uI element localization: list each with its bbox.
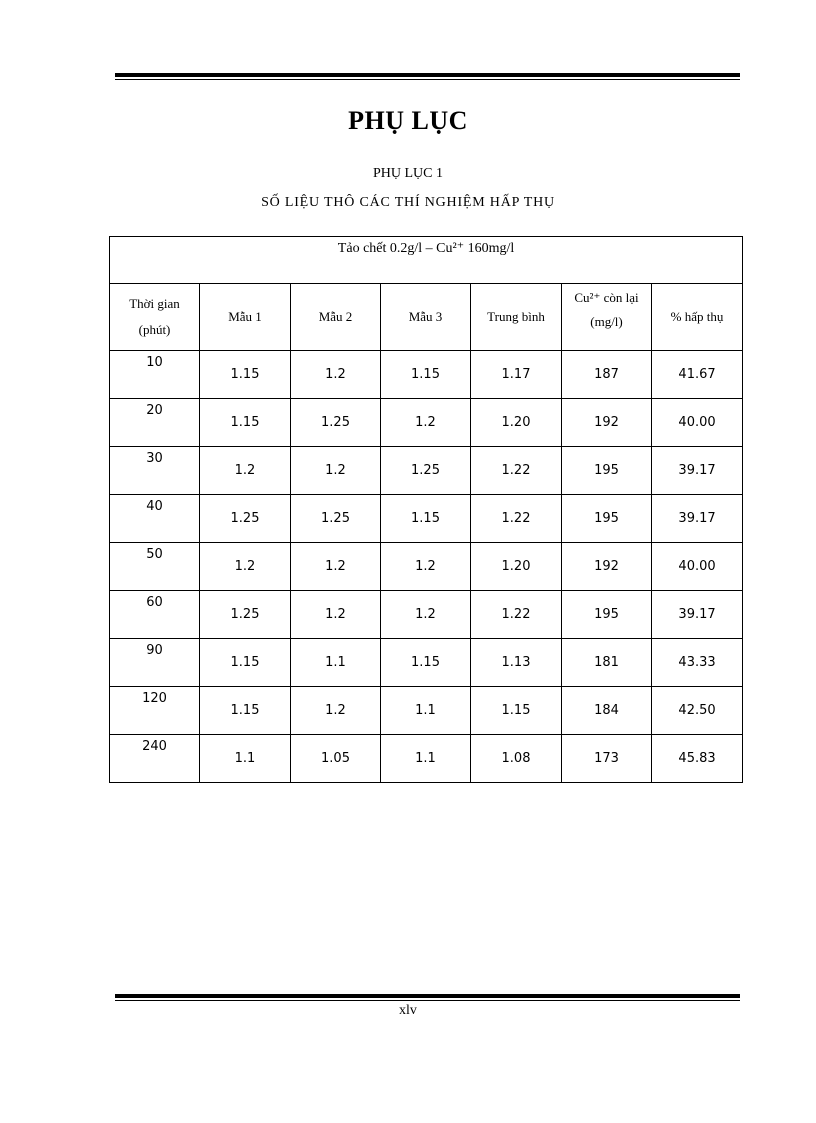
cell-sample1: 1.25 [200, 495, 291, 543]
header-time-line1: Thời gian [129, 296, 180, 311]
cell-time: 90 [110, 639, 200, 687]
cell-time: 30 [110, 447, 200, 495]
cell-sample3: 1.2 [381, 543, 471, 591]
cell-time: 10 [110, 351, 200, 399]
header-remaining-line2: (mg/l) [590, 314, 623, 329]
cell-remaining: 195 [562, 447, 652, 495]
table-caption-row [110, 237, 743, 284]
cell-average: 1.22 [471, 495, 562, 543]
cell-sample3: 1.2 [381, 591, 471, 639]
cell-time: 20 [110, 399, 200, 447]
cell-absorption: 45.83 [652, 735, 743, 783]
cell-absorption: 41.67 [652, 351, 743, 399]
cell-sample1: 1.25 [200, 591, 291, 639]
cell-time: 60 [110, 591, 200, 639]
cell-average: 1.17 [471, 351, 562, 399]
cell-sample3: 1.15 [381, 639, 471, 687]
page-title: PHỤ LỤC [348, 106, 468, 135]
cell-time: 240 [110, 735, 200, 783]
header-rule-thick [115, 73, 740, 77]
cell-average: 1.20 [471, 399, 562, 447]
cell-average: 1.13 [471, 639, 562, 687]
table-header-row [110, 284, 743, 351]
cell-sample3: 1.2 [381, 399, 471, 447]
cell-time: 120 [110, 687, 200, 735]
header-time [110, 284, 200, 351]
cell-sample1: 1.1 [200, 735, 291, 783]
data-table [109, 236, 743, 783]
cell-average: 1.15 [471, 687, 562, 735]
cell-absorption: 40.00 [652, 399, 743, 447]
cell-remaining: 181 [562, 639, 652, 687]
table-caption: Tảo chết 0.2g/l – Cu²⁺ 160mg/l [110, 237, 743, 284]
cell-remaining: 187 [562, 351, 652, 399]
cell-remaining: 173 [562, 735, 652, 783]
cell-absorption: 39.17 [652, 591, 743, 639]
cell-sample3: 1.1 [381, 687, 471, 735]
header-remaining [562, 284, 652, 351]
cell-average: 1.08 [471, 735, 562, 783]
cell-time: 40 [110, 495, 200, 543]
table-row [110, 495, 743, 543]
table-row [110, 351, 743, 399]
cell-sample2: 1.1 [291, 639, 381, 687]
cell-sample2: 1.2 [291, 591, 381, 639]
cell-remaining: 195 [562, 495, 652, 543]
header-time-line2: (phút) [138, 322, 171, 337]
cell-sample1: 1.15 [200, 399, 291, 447]
appendix-heading: SỐ LIỆU THÔ CÁC THÍ NGHIỆM HẤP THỤ [261, 195, 555, 210]
header-sample2: Mẫu 2 [291, 284, 381, 351]
cell-sample1: 1.2 [200, 447, 291, 495]
header-average: Trung bình [471, 284, 562, 351]
table-row [110, 687, 743, 735]
cell-sample3: 1.25 [381, 447, 471, 495]
table-row [110, 447, 743, 495]
appendix-label: PHỤ LỤC 1 [372, 166, 443, 181]
cell-absorption: 40.00 [652, 543, 743, 591]
cell-time: 50 [110, 543, 200, 591]
table-row [110, 639, 743, 687]
cell-sample3: 1.1 [381, 735, 471, 783]
header-sample3: Mẫu 3 [381, 284, 471, 351]
header-sample1: Mẫu 1 [200, 284, 291, 351]
table-body [110, 351, 743, 783]
cell-sample1: 1.2 [200, 543, 291, 591]
cell-absorption: 42.50 [652, 687, 743, 735]
cell-absorption: 43.33 [652, 639, 743, 687]
cell-sample2: 1.2 [291, 687, 381, 735]
cell-sample3: 1.15 [381, 495, 471, 543]
cell-remaining: 195 [562, 591, 652, 639]
cell-sample3: 1.15 [381, 351, 471, 399]
footer-rule-thick [115, 994, 740, 998]
footer-rule-thin [115, 1000, 740, 1001]
cell-average: 1.22 [471, 591, 562, 639]
cell-sample2: 1.2 [291, 543, 381, 591]
cell-remaining: 184 [562, 687, 652, 735]
cell-sample2: 1.25 [291, 399, 381, 447]
cell-sample1: 1.15 [200, 639, 291, 687]
cell-sample1: 1.15 [200, 351, 291, 399]
header-absorption: % hấp thụ [652, 284, 743, 351]
cell-sample2: 1.25 [291, 495, 381, 543]
cell-remaining: 192 [562, 543, 652, 591]
cell-sample2: 1.05 [291, 735, 381, 783]
cell-absorption: 39.17 [652, 495, 743, 543]
header-rule-thin [115, 79, 740, 80]
cell-sample2: 1.2 [291, 351, 381, 399]
cell-average: 1.22 [471, 447, 562, 495]
header-remaining-line1: Cu²⁺ còn lại [574, 290, 639, 305]
cell-sample2: 1.2 [291, 447, 381, 495]
cell-sample1: 1.15 [200, 687, 291, 735]
cell-average: 1.20 [471, 543, 562, 591]
cell-absorption: 39.17 [652, 447, 743, 495]
table-row [110, 399, 743, 447]
table-row [110, 735, 743, 783]
table-row [110, 543, 743, 591]
page-number: xlv [399, 1003, 417, 1018]
table-row [110, 591, 743, 639]
cell-remaining: 192 [562, 399, 652, 447]
